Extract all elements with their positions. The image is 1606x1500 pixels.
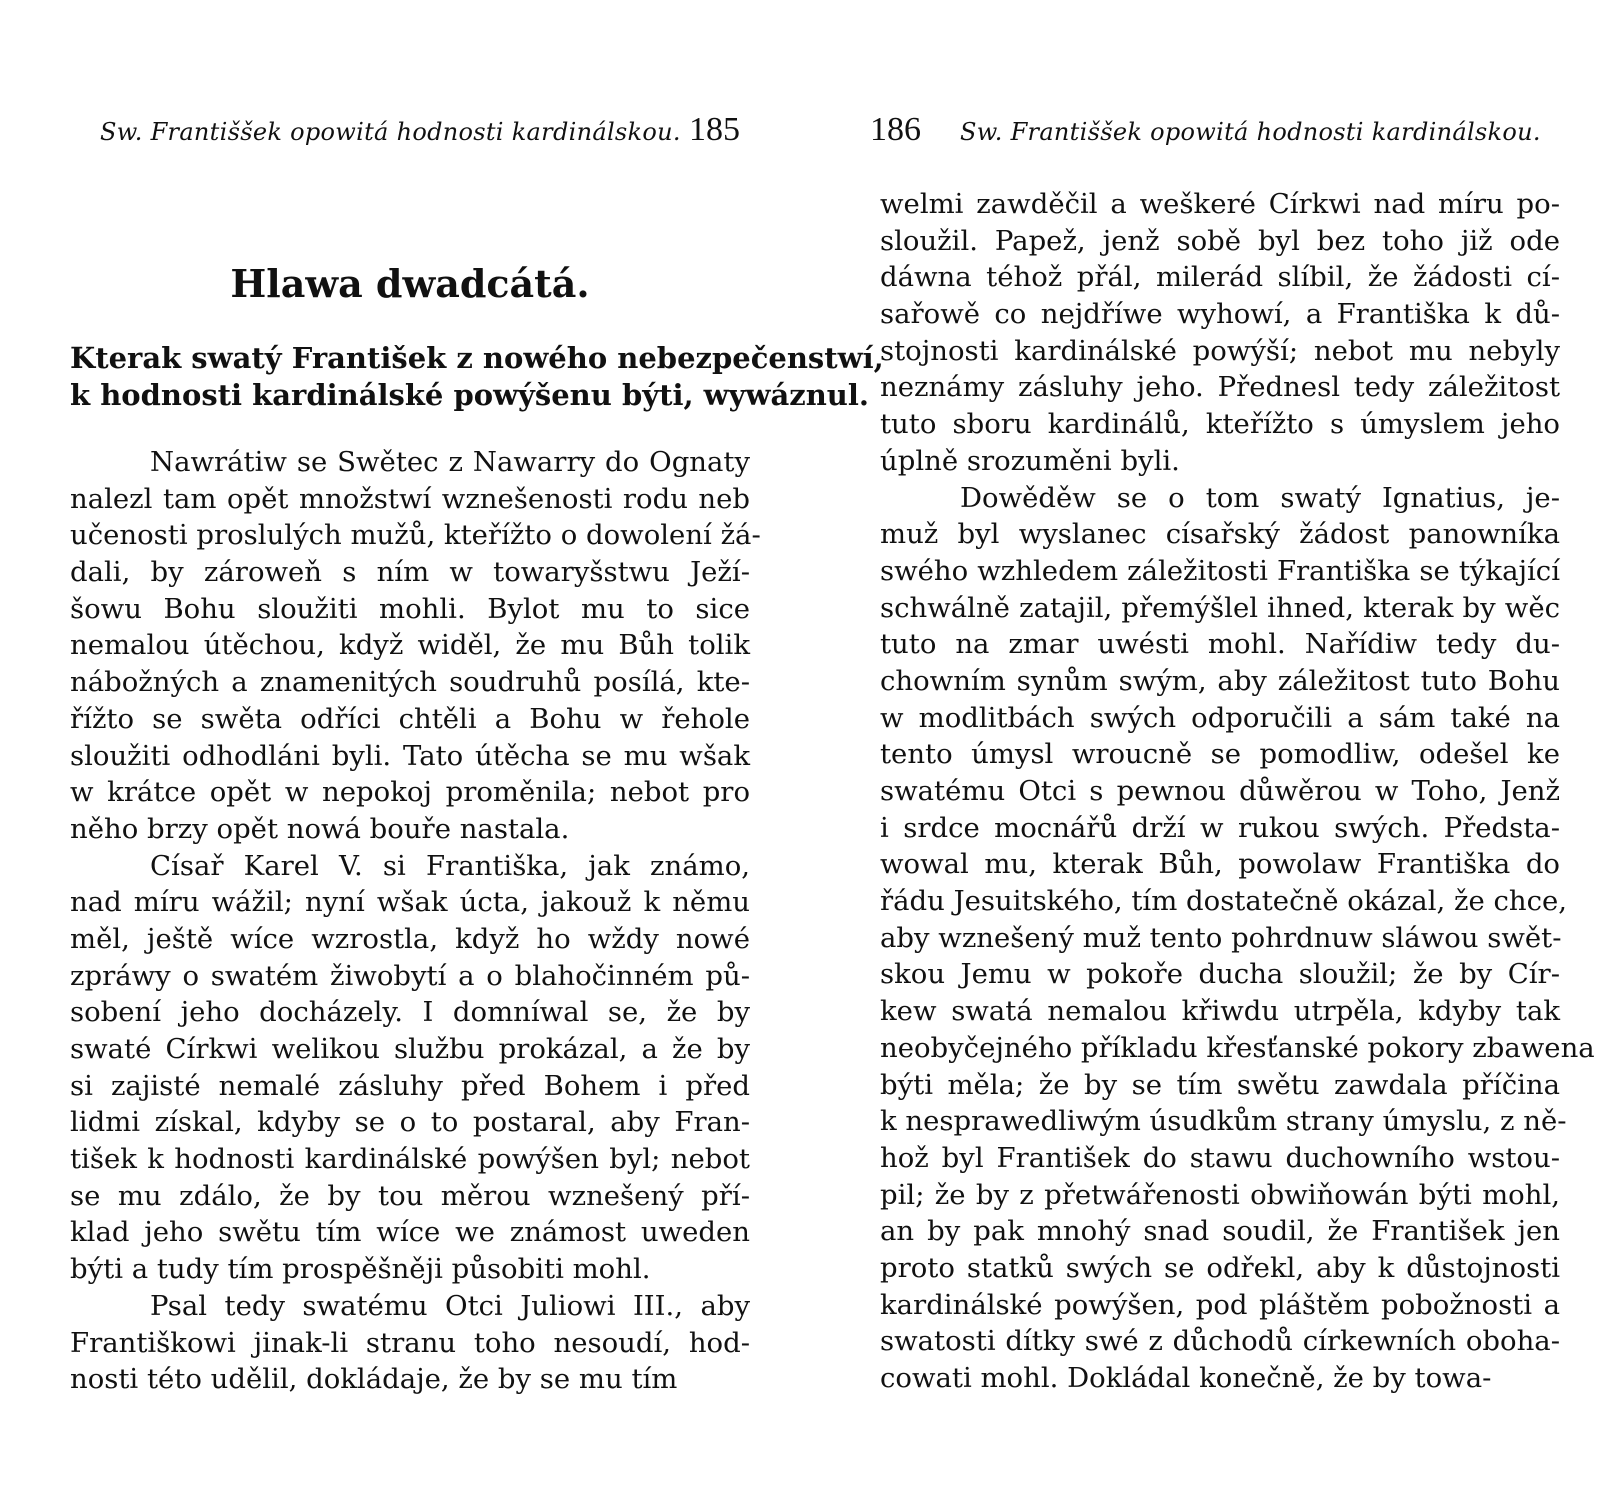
text-line: nad míru wážil; nyní wšak úcta, jakouž k němu [70, 886, 750, 919]
text-line: proto statků swých se odřekl, aby k důstojnosti [880, 1251, 1560, 1284]
right-page [870, 0, 1595, 1500]
text-line: klad jeho swětu tím wíce we známost uweden [70, 1216, 750, 1249]
summary-line: k hodnosti kardinálské powýšenu býti, wywáznul. [70, 377, 870, 412]
text-line: swého wzhledem záležitosti Františka se týkající [880, 554, 1560, 587]
text-line: schwálně zatajil, přemýšlel ihned, kterak by wěc [880, 591, 1560, 624]
left-running-head [60, 112, 760, 152]
text-line: kardinálské powýšen, pod pláštěm pobožnosti a [880, 1288, 1560, 1321]
text-line: tuto sboru kardinálů, kteřížto s úmyslem jeho [880, 408, 1560, 441]
text-line: neobyčejného příkladu křesťanské pokory zbawena [880, 1031, 1595, 1064]
text-line: lidmi získal, kdyby se o to postaral, aby Fran- [70, 1106, 750, 1139]
text-line: cowati mohl. Dokládal konečně, že by towa- [880, 1362, 1492, 1394]
text-line: učenosti proslulých mužů, kteřížto o dowolení žá- [70, 519, 761, 552]
text-line: stojnosti kardinálské powýší; nebot mu nebyly [880, 334, 1560, 367]
text-line: kew swatá nemalou křiwdu utrpěla, kdyby tak [880, 995, 1560, 1028]
text-line: tento úmysl wroucně se pomodliw, odešel ke [880, 738, 1560, 771]
text-line: chowním synům swým, aby záležitost tuto Bohu [880, 664, 1560, 697]
text-line: k nesprawedliwým úsudkům strany úmyslu, z ně- [880, 1105, 1567, 1138]
text-line: Dowěděw se o tom swatý Ignatius, je- [960, 481, 1560, 514]
text-line: w modlitbách swých odporučili a sám také na [880, 701, 1560, 734]
text-line: pil; že by z přetwářenosti obwiňowán býti mohl, [880, 1178, 1560, 1211]
text-line: býti a tudy tím prospěšněji působiti mohl. [70, 1253, 651, 1286]
right-page-number: 186 [870, 111, 921, 148]
text-line: tuto na zmar uwésti mohl. Nařídiw tedy du- [880, 628, 1560, 661]
text-line: sloužiti odhodláni byli. Tato útěcha se mu wšak [70, 739, 750, 772]
text-line: sobení jeho docházely. I domníwal se, že by [70, 996, 750, 1029]
text-line: nalezl tam opět množstwí wznešenosti rodu neb [70, 482, 750, 515]
text-line: tišek k hodnosti kardinálské powýšen byl; nebot [70, 1143, 750, 1176]
text-line: si zajisté nemalé zásluhy před Bohem i před [70, 1069, 750, 1102]
text-line: swaté Církwi welikou službu prokázal, a že by [70, 1033, 750, 1065]
right-running-head-title: Sw. Františšek opowitá hodnosti kardinálskou. [960, 118, 1541, 146]
text-line: šowu Bohu sloužiti mohli. Bylot mu to sice [70, 592, 750, 625]
left-page-number: 185 [689, 111, 740, 148]
text-line: hož byl František do stawu duchowního wstou- [880, 1141, 1560, 1174]
text-line: wowal mu, kterak Bůh, powolaw Františka do [880, 848, 1560, 881]
text-line: Psal tedy swatému Otci Juliowi III., aby [150, 1289, 750, 1322]
text-line: zpráwy o swatém žiwobytí a o blahočinném pů- [70, 959, 750, 992]
text-line: swatosti dítky swé z důchodů církewních oboha- [880, 1325, 1560, 1358]
chapter-title: Hlawa dwadcátá. [230, 261, 590, 306]
text-line: swatému Otci s pewnou důwěrou w Toho, Jenž [880, 775, 1560, 807]
text-line: řížto se swěta odříci chtěli a Bohu w řehole [70, 702, 750, 735]
left-page [60, 0, 884, 1500]
text-line: nosti této udělil, dokládaje, že by se mu tím [70, 1363, 678, 1396]
text-line: sloužil. Papež, jenž sobě byl bez toho již ode [880, 224, 1560, 257]
text-line: muž byl wyslanec císařský žádost panowníka [880, 518, 1560, 551]
text-line: něho brzy opět nowá bouře nastala. [70, 812, 570, 845]
text-line: Nawrátiw se Swětec z Nawarry do Ognaty [150, 446, 750, 478]
text-line: se mu zdálo, že by tou měrou wznešený pří- [70, 1179, 750, 1212]
text-line: sařowě co nejdříwe wyhowí, a Františka k dů- [880, 298, 1560, 331]
left-running-head-title: Sw. Františšek opowitá hodnosti kardinálskou. [100, 118, 681, 146]
text-line: an by pak mnohý snad soudil, že František jen [880, 1215, 1560, 1248]
text-line: měl, ještě wíce wzrostla, když ho wždy nowé [70, 922, 750, 955]
text-line: aby wznešený muž tento pohrdnuw sláwou swět- [880, 921, 1562, 954]
text-line: úplně srozuměni byli. [880, 444, 1180, 477]
text-line: Císař Karel V. si Františka, jak známo, [150, 849, 750, 882]
text-line: skou Jemu w pokoře ducha sloužil; že by Cír- [880, 958, 1560, 991]
text-line: Františkowi jinak-li stranu toho nesoudí, hod- [70, 1326, 750, 1359]
text-line: býti měla; že by se tím swětu zawdala příčina [880, 1068, 1560, 1101]
text-line: dali, by zároweň s ním w towaryšstwu Ježí- [70, 556, 750, 589]
right-body-text [880, 186, 1595, 1397]
left-body-text [70, 444, 761, 1398]
text-line: řádu Jesuitského, tím dostatečně okázal, že chce, [880, 885, 1568, 918]
text-line: neznámy zásluhy jeho. Přednesl tedy záležitost [880, 371, 1560, 404]
summary-line: Kterak swatý František z nowého nebezpečenstwí, [70, 341, 884, 375]
right-running-head [870, 112, 1570, 152]
text-line: i srdce mocnářů drží w rukou swých. Předsta- [880, 811, 1560, 844]
chapter-summary [70, 340, 884, 413]
text-line: nábožných a znamenitých soudruhů posílá, kte- [70, 666, 750, 699]
text-line: dáwna téhož přál, milerád slíbil, že žádosti cí- [880, 261, 1560, 294]
text-line: welmi zawděčil a weškeré Církwi nad míru po- [880, 188, 1560, 220]
text-line: nemalou útěchou, když widěl, že mu Bůh tolik [70, 629, 750, 662]
text-line: w krátce opět w nepokoj proměnila; nebot pro [70, 776, 750, 809]
